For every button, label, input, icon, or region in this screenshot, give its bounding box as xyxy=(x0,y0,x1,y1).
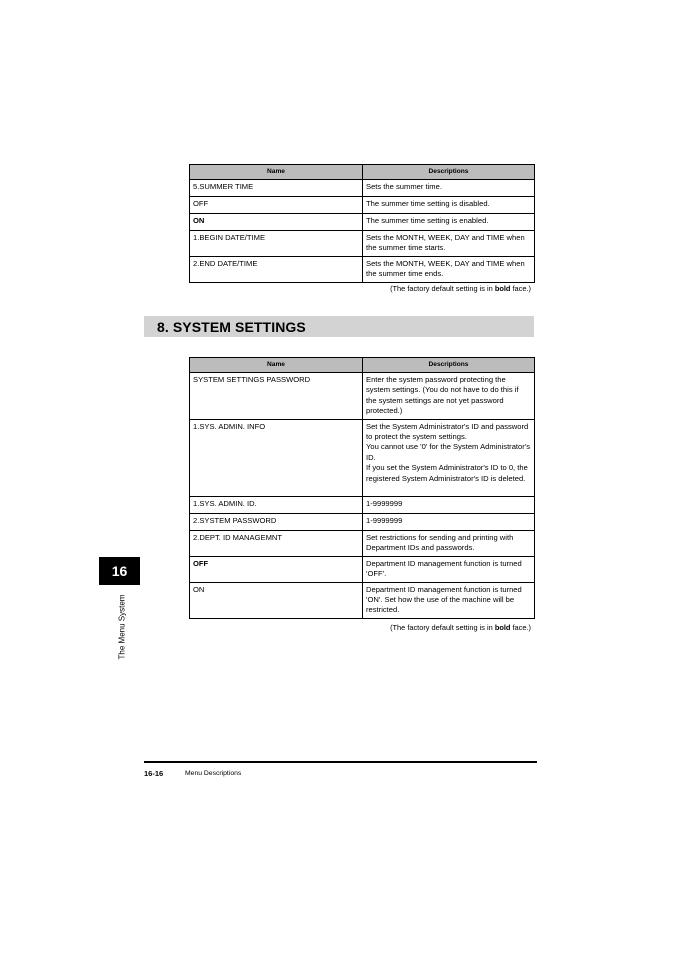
row-name: 2.DEPT. ID MANAGEMNT xyxy=(190,530,363,556)
row-name: ON xyxy=(190,214,363,231)
name-column-header: Name xyxy=(190,165,363,180)
row-description xyxy=(363,419,535,496)
row-name: OFF xyxy=(190,556,363,582)
row-name: 1.BEGIN DATE/TIME xyxy=(190,231,363,257)
row-description: The summer time setting is disabled. xyxy=(363,197,535,214)
table-row xyxy=(190,513,535,530)
footer-rule xyxy=(144,761,537,763)
row-name: 5.SUMMER TIME xyxy=(190,180,363,197)
row-description: Sets the MONTH, WEEK, DAY and TIME when the summer time ends. xyxy=(363,257,535,283)
row-description-line: Set the System Administrator's ID and password to protect the system settings. xyxy=(366,421,529,442)
row-name: OFF xyxy=(190,197,363,214)
table-row xyxy=(190,257,535,283)
table-row xyxy=(190,496,535,513)
descriptions-column-header: Descriptions xyxy=(363,358,535,373)
row-description: 1-9999999 xyxy=(363,513,535,530)
table-row xyxy=(190,373,535,420)
factory-default-note xyxy=(330,284,531,293)
descriptions-column-header: Descriptions xyxy=(363,165,535,180)
summer-time-table xyxy=(189,164,535,283)
section-title: 8. SYSTEM SETTINGS xyxy=(157,319,306,335)
row-name: 2.END DATE/TIME xyxy=(190,257,363,283)
page-number: 16-16 xyxy=(144,769,164,778)
row-description: Sets the summer time. xyxy=(363,180,535,197)
row-description: 1-9999999 xyxy=(363,496,535,513)
section-header-bar xyxy=(144,316,534,337)
note-bold-word: bold xyxy=(494,284,511,293)
row-description-line: If you set the System Administrator's ID to 0, the registered System Administrator's ID is deleted. xyxy=(366,463,528,483)
table-row xyxy=(190,556,535,582)
row-description: Sets the MONTH, WEEK, DAY and TIME when the summer time starts. xyxy=(363,231,535,257)
chapter-tab: 16 xyxy=(99,557,140,585)
row-description: The summer time setting is enabled. xyxy=(363,214,535,231)
table-row xyxy=(190,419,535,496)
row-name: SYSTEM SETTINGS PASSWORD xyxy=(190,373,363,420)
row-description-line: You cannot use '0' for the System Administrator's ID. xyxy=(366,442,531,462)
row-name: 1.SYS. ADMIN. INFO xyxy=(190,419,363,496)
row-name: ON xyxy=(190,582,363,618)
row-name: 2.SYSTEM PASSWORD xyxy=(190,513,363,530)
note-text: (The factory default setting is in xyxy=(390,623,495,632)
table-row xyxy=(190,530,535,556)
table-header-row xyxy=(190,165,535,180)
table-header-row xyxy=(190,358,535,373)
note-bold-word: bold xyxy=(494,623,511,632)
row-description: Enter the system password protecting the system settings. (You do not have to do this if the system settings are not yet password protected.) xyxy=(363,373,535,420)
side-label-text: The Menu System xyxy=(117,594,127,660)
row-description: Set restrictions for sending and printing with Department IDs and passwords. xyxy=(363,530,535,556)
note-text-end: face.) xyxy=(510,284,531,293)
note-text: (The factory default setting is in xyxy=(390,284,495,293)
table-row xyxy=(190,582,535,618)
table-row xyxy=(190,231,535,257)
row-description: Department ID management function is turned 'ON'. Set how the use of the machine will be restricted. xyxy=(363,582,535,618)
note-text-end: face.) xyxy=(510,623,531,632)
row-description: Department ID management function is turned 'OFF'. xyxy=(363,556,535,582)
table-row xyxy=(190,180,535,197)
factory-default-note xyxy=(330,623,531,632)
footer-title: Menu Descriptions xyxy=(185,770,242,777)
table-row xyxy=(190,197,535,214)
row-name: 1.SYS. ADMIN. ID. xyxy=(190,496,363,513)
system-settings-table xyxy=(189,357,535,619)
table-row xyxy=(190,214,535,231)
name-column-header: Name xyxy=(190,358,363,373)
